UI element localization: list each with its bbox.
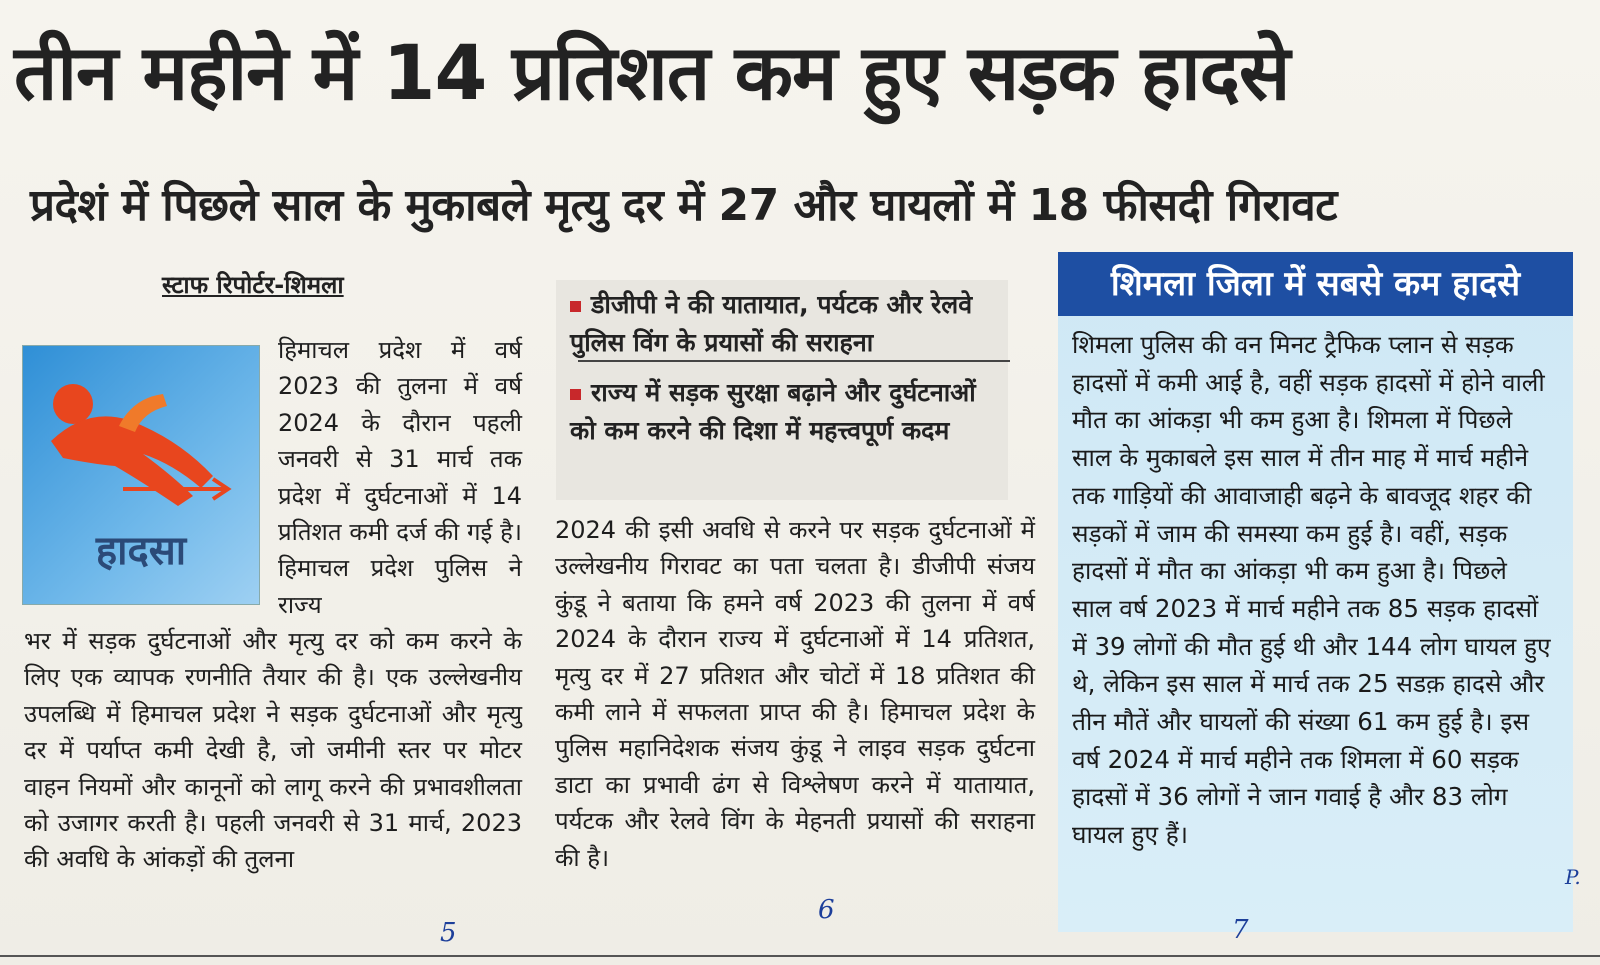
bullet-square-icon xyxy=(570,389,581,400)
bullet-square-icon xyxy=(570,301,581,312)
headline: तीन महीने में 14 प्रतिशत कम हुए सड़क हादसे xyxy=(14,28,1290,117)
byline: स्टाफ रिपोर्टर-शिमला xyxy=(162,271,344,299)
subheadline: प्रदेशं में पिछले साल के मुकाबले मृत्यु दर में 27 और घायलों में 18 फीसदी गिरावट xyxy=(30,180,1337,231)
highlight-item: डीजीपी ने की यातायात, पर्यटक और रेलवे पुलिस विंग के प्रयासों की सराहना xyxy=(570,290,973,357)
pen-mark: P. xyxy=(1565,865,1581,889)
divider xyxy=(0,955,1600,957)
pen-mark: 5 xyxy=(440,918,457,948)
sidebar-text: शिमला पुलिस की वन मिनट ट्रैफिक प्लान से सड़क हादसों में कमी आई है, वहीं सड़क हादसों में होने वाली मौत का आंकड़ा भी कम हुआ है। शिमला में पिछले साल के मुकाबले इस साल में तीन माह में मार्च महीने तक गाड़ियों की आवाजाही बढ़ने के बावजूद शहर की सड़कों में जाम की समस्या कम हुई है। वहीं, सड़क हादसों में मौत का आंकड़ा भी कम हुआ है। पिछले साल वर्ष 2023 में मार्च महीने तक 85 सड़क हादसों में 39 लोगों की मौत हुई थी और 144 लोग घायल हुए थे, लेकिन इस साल में मार्च तक 25 सडक़ हादसे और तीन मौतें और घायलों की संख्या 61 कम हुई है। इस वर्ष 2024 में मार्च महीने तक शिमला में 60 सड़क हादसों में 36 लोगों ने जान गवाई है और 83 लोग घायल हुए हैं। xyxy=(1072,330,1551,850)
column-1-top-text: हिमाचल प्रदेश में वर्ष 2023 की तुलना में वर्ष 2024 के दौरान पहली जनवरी से 31 मार्च तक प्रदेश में दुर्घटनाओं में 14 प्रतिशत कमी दर्ज की गई है। हिमाचल प्रदेश पुलिस ने राज्य xyxy=(278,336,522,619)
photo-caption: हादसा xyxy=(95,528,187,574)
divider xyxy=(578,360,1010,362)
sidebar-title: शिमला जिला में सबसे कम हादसे xyxy=(1058,252,1573,316)
column-1-bottom-text: भर में सड़क दुर्घटनाओं और मृत्यु दर को कम करने के लिए एक व्यापक रणनीति तैयार की है। एक उल्लेखनीय उपलब्धि में हिमाचल प्रदेश ने सड़क दुर्घटनाओं और मृत्यु दर में पर्याप्त कमी देखी है, जो जमीनी स्तर पर मोटर वाहन नियमों और कानूनों को लागू करने की प्रभावशीलता को उजागर करती है। पहली जनवरी से 31 मार्च, 2023 की अवधि के आंकड़ों की तुलना xyxy=(24,627,522,874)
pen-mark: 7 xyxy=(1232,915,1249,945)
accident-photo xyxy=(22,345,260,605)
column-2-text: 2024 की इसी अवधि से करने पर सड़क दुर्घटनाओं में उल्लेखनीय गिरावट का पता चलता है। डीजीपी संजय कुंडू ने बताया कि हमने वर्ष 2023 की तुलना में वर्ष 2024 के दौरान राज्य में दुर्घटनाओं में 14 प्रतिशत, मृत्यु दर में 27 प्रतिशत और चोटों में 18 प्रतिशत की कमी लाने में सफलता प्राप्त की है। हिमाचल प्रदेश के पुलिस महानिदेशक संजय कुंडू ने लाइव सड़क दुर्घटना डाटा का प्रभावी ढंग से विश्लेषण करने में यातायात, पर्यटक और रेलवे विंग के मेहनती प्रयासों की सराहना की है। xyxy=(555,516,1035,872)
highlight-item: राज्य में सड़क सुरक्षा बढ़ाने और दुर्घटनाओं को कम करने की दिशा में महत्त्वपूर्ण कदम xyxy=(570,378,976,445)
pen-mark: 6 xyxy=(818,895,835,925)
